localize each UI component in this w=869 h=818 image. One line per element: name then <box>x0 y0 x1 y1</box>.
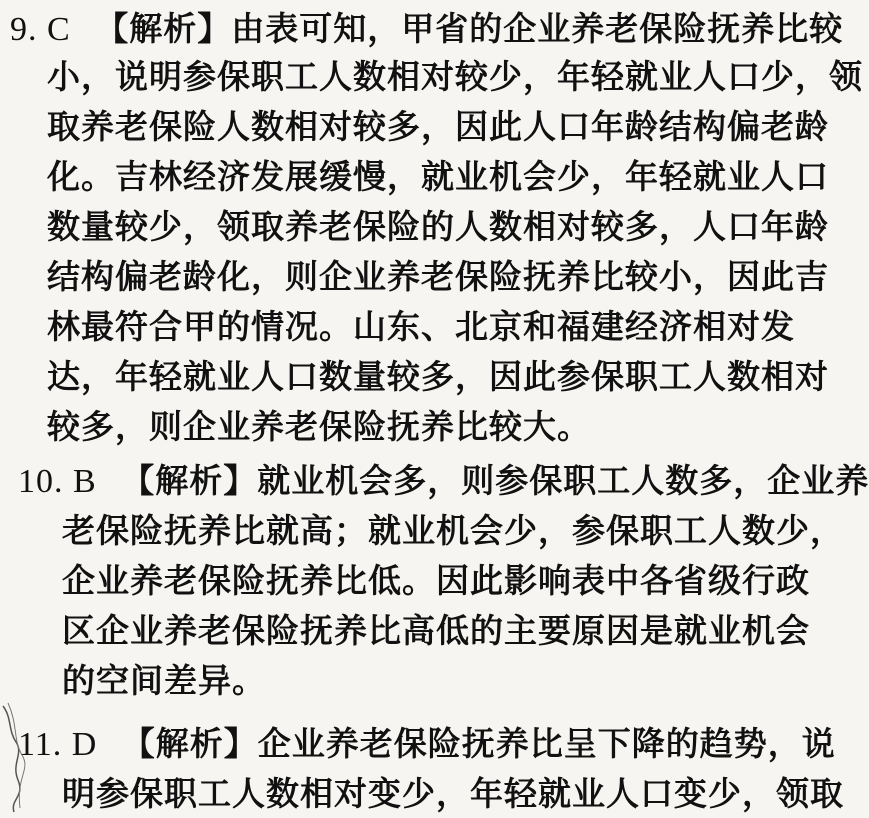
item-10-line-4: 区企业养老保险抚养比高低的主要原因是就业机会 <box>62 611 810 650</box>
item-10-line-3: 企业养老保险抚养比低。因此影响表中各省级行政 <box>62 561 810 600</box>
item-10-first-line <box>18 457 869 505</box>
item-9-line-9: 较多，则企业养老保险抚养比较大。 <box>47 407 591 446</box>
item-9-line-5: 数量较少，领取养老保险的人数相对较多，人口年龄 <box>47 207 829 246</box>
item-9-line-8: 达，年轻就业人口数量较多，因此参保职工人数相对 <box>47 357 829 396</box>
item-9-analysis-tag: 【解析】 <box>95 9 232 48</box>
item-9-line-2: 小，说明参保职工人数相对较少，年轻就业人口少，领 <box>47 57 863 96</box>
scan-edge-mark <box>0 700 28 815</box>
item-9-line-4: 化。吉林经济发展缓慢，就业机会少，年轻就业人口 <box>47 157 829 196</box>
item-9-first-line <box>10 5 843 53</box>
item-11-number: 11. D <box>18 726 98 763</box>
item-9-line-3: 取养老保险人数相对较多，因此人口年龄结构偏老龄 <box>47 107 829 146</box>
item-9-line-1: 由表可知，甲省的企业养老保险抚养比较 <box>231 9 844 48</box>
item-10-line-5: 的空间差异。 <box>62 661 266 700</box>
item-11-line-1: 企业养老保险抚养比呈下降的趋势，说 <box>257 724 836 763</box>
item-9-number: 9. C <box>10 11 71 48</box>
item-11-first-line <box>18 720 836 768</box>
item-10-analysis-tag: 【解析】 <box>121 461 258 500</box>
item-9-line-7: 林最符合甲的情况。山东、北京和福建经济相对发 <box>47 307 795 346</box>
item-10-line-2: 老保险抚养比就高；就业机会少，参保职工人数少， <box>62 511 844 550</box>
item-10-line-1: 就业机会多，则参保职工人数多，企业养 <box>257 461 869 500</box>
item-10-number: 10. B <box>18 463 97 500</box>
item-9-line-6: 结构偏老龄化，则企业养老保险抚养比较小，因此吉 <box>47 257 829 296</box>
item-11-line-2: 明参保职工人数相对变少，年轻就业人口变少，领取 <box>62 774 844 813</box>
item-11-analysis-tag: 【解析】 <box>121 724 258 763</box>
